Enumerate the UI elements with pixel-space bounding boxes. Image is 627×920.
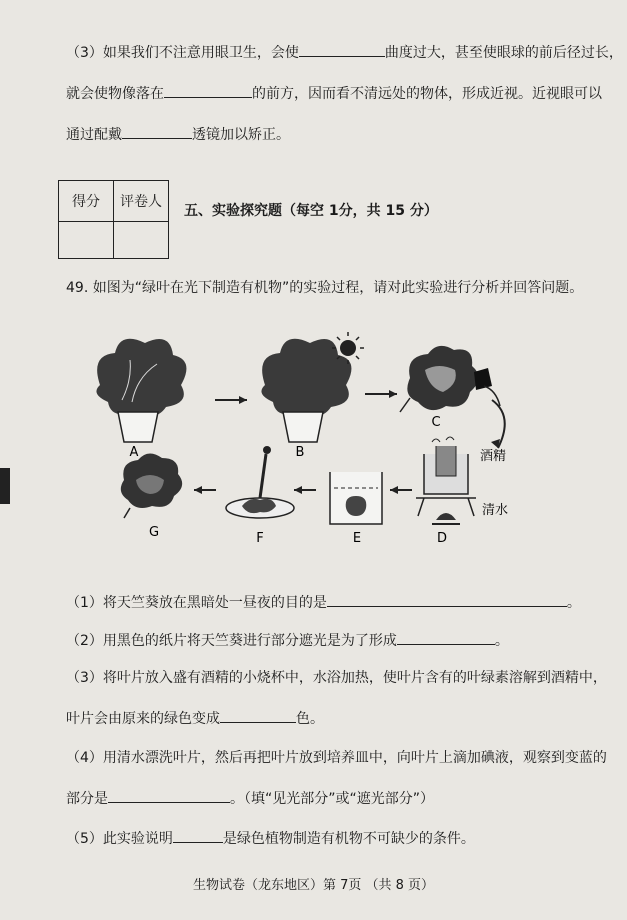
score-table bbox=[58, 180, 169, 259]
label-c: C bbox=[431, 415, 441, 430]
q49-sub4: （4）用清水漂洗叶片，然后再把叶片放到培养皿中，向叶片上滴加碘液，观察到变蓝的 bbox=[66, 750, 607, 766]
plant-b-illustration bbox=[261, 339, 351, 442]
label-a: A bbox=[129, 445, 139, 460]
answer-blank[interactable] bbox=[173, 828, 223, 843]
section-title: 五、实验探究题（每空 1分，共 15 分） bbox=[184, 203, 438, 219]
answer-blank[interactable] bbox=[122, 124, 192, 139]
arrow-e-f bbox=[294, 486, 302, 494]
page-footer: 生物试卷（龙东地区）第 7页 （共 8 页） bbox=[192, 878, 435, 893]
plant-a-illustration bbox=[96, 339, 186, 442]
q49-sub4-cont: 部分是 。（填“见光部分”或“遮光部分”） bbox=[66, 788, 434, 809]
beaker-e-illustration bbox=[330, 472, 382, 524]
arrow-f-g bbox=[194, 486, 202, 494]
q3-line-1: （3）如果我们不注意用眼卫生，会使 曲度过大，甚至使眼球的前后径过长， bbox=[66, 42, 623, 63]
arrow-b-c bbox=[389, 390, 397, 398]
q49-sub1: （1）将天竺葵放在黑暗处一昼夜的目的是 。 bbox=[66, 592, 581, 613]
label-d: D bbox=[436, 531, 448, 546]
answer-blank[interactable] bbox=[108, 788, 230, 803]
answer-blank[interactable] bbox=[299, 42, 385, 57]
q49-sub3-cont: 叶片会由原来的绿色变成 色。 bbox=[66, 708, 324, 729]
scan-edge-mark bbox=[0, 468, 10, 504]
grader-header: 评卷人 bbox=[114, 181, 169, 222]
experiment-figure bbox=[80, 330, 530, 550]
arrow-a-b bbox=[239, 396, 247, 404]
label-alcohol: 酒精 bbox=[480, 449, 507, 464]
grader-cell[interactable] bbox=[114, 222, 169, 259]
q49-sub2: （2）用黑色的纸片将天竺葵进行部分遮光是为了形成 。 bbox=[66, 630, 509, 651]
q49-sub3: （3）将叶片放入盛有酒精的小烧杯中，水浴加热，使叶片含有的叶绿素溶解到酒精中， bbox=[66, 670, 607, 686]
label-e: E bbox=[352, 531, 362, 546]
label-b: B bbox=[295, 445, 305, 460]
answer-blank[interactable] bbox=[220, 708, 296, 723]
answer-blank[interactable] bbox=[164, 83, 252, 98]
leaf-g-illustration bbox=[121, 453, 182, 518]
answer-blank[interactable] bbox=[327, 592, 567, 607]
q3-line-2: 就会使物像落在 的前方，因而看不清远处的物体，形成近视。近视眼可以 bbox=[66, 83, 602, 104]
q3-line-3: 通过配戴 透镜加以矫正。 bbox=[66, 124, 290, 145]
label-water: 清水 bbox=[482, 503, 509, 518]
score-cell[interactable] bbox=[59, 222, 114, 259]
arrow-d-e bbox=[390, 486, 398, 494]
water-bath-d-illustration bbox=[416, 437, 476, 524]
q49-stem: 49. 如图为“绿叶在光下制造有机物”的实验过程，请对此实验进行分析并回答问题。 bbox=[66, 280, 584, 296]
leaf-c-illustration bbox=[400, 346, 500, 412]
q49-sub5: （5）此实验说明 是绿色植物制造有机物不可缺少的条件。 bbox=[66, 828, 475, 849]
label-g: G bbox=[148, 525, 160, 540]
score-header: 得分 bbox=[59, 181, 114, 222]
petri-dish-f-illustration bbox=[226, 446, 294, 518]
label-f: F bbox=[256, 531, 264, 546]
answer-blank[interactable] bbox=[397, 630, 495, 645]
